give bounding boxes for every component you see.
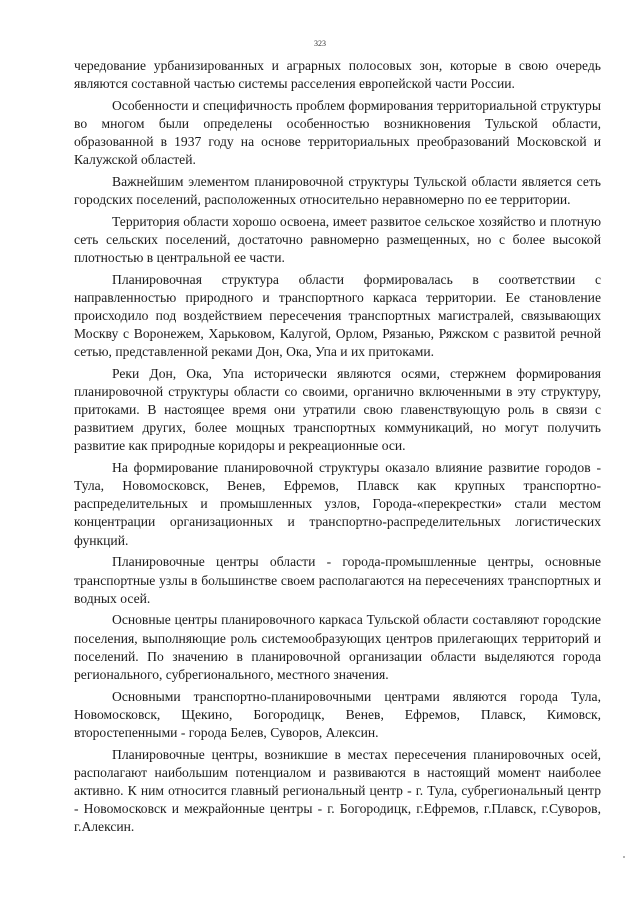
- paragraph-10: Основными транспортно-планировочными центрами являются города Тула, Новомосковск, Щекино, Богородицк, Венев, Ефремов, Плавск, Кимовск, второстепенными - города Белев, Суворов, Алексин.: [74, 688, 601, 740]
- paragraph-9: Основные центры планировочного каркаса Тульской области составляют городские поселения, выполняющие роль системообразующих центров прилегающих территорий и поселений. По значению в планировочной организации области выделяются города регионального, субрегионального, местного значения.: [74, 612, 601, 682]
- paragraph-6: Реки Дон, Ока, Упа исторически являются осями, стержнем формирования планировочной структуры области со своими, органично включенными в эту структуру, притоками. В настоящее время они утратили свою главенствующую роль в связи с развитием других, более мощных транспортных коммуникаций, но могут получить развитие как природные коридоры и рекреационные оси.: [74, 366, 601, 454]
- paragraph-7: На формирование планировочной структуры оказало влияние развитие городов - Тула, Новомосковск, Венев, Ефремов, Плавск как крупных транспортно-распределительных и промышленных узлов, Города-«перекрестки» стали местом концентрации организационных и транспортно-распределительных логистических функций.: [74, 460, 601, 548]
- scan-speck: [623, 856, 625, 858]
- page-number: 323: [314, 39, 326, 48]
- paragraph-1: чередование урбанизированных и аграрных полосовых зон, которые в свою очередь являются составной частью системы расселения европейской части России.: [74, 58, 601, 92]
- paragraph-3: Важнейшим элементом планировочной структуры Тульской области является сеть городских поселений, расположенных относительно неравномерно по ее территории.: [74, 174, 601, 208]
- paragraph-4: Территория области хорошо освоена, имеет развитое сельское хозяйство и плотную сеть сельских поселений, достаточно равномерно размещенных, но с более высокой плотностью в центральной ее части.: [74, 214, 601, 266]
- paragraph-11: Планировочные центры, возникшие в местах пересечения планировочных осей, располагают наибольшим потенциалом и развиваются в настоящий момент наиболее активно. К ним относится главный региональный центр - г. Тула, субрегиональный центр - Новомосковск и межрайонные центры - г. Богородицк, г.Ефремов, г.Плавск, г.Суворов, г.Алексин.: [74, 746, 601, 834]
- paragraph-5: Планировочная структура области формировалась в соответствии с направленностью природного и транспортного каркаса территории. Ее становление происходило под воздействием пересечения транспортных магистралей, связывающих Москву с Воронежем, Харьковом, Калугой, Орлом, Рязанью, Ряжском с развитой речной сетью, представленной реками Дон, Ока, Упа и их притоками.: [74, 272, 601, 360]
- paragraph-2: Особенности и специфичность проблем формирования территориальной структуры во многом были определены особенностью возникновения Тульской области, образованной в 1937 году на основе территориальных преобразований Московской и Калужской областей.: [74, 97, 601, 168]
- paragraph-8: Планировочные центры области - города-промышленные центры, основные транспортные узлы в большинстве своем располагаются на пересечениях транспортных и водных осей.: [74, 554, 601, 606]
- document-body: [74, 57, 601, 840]
